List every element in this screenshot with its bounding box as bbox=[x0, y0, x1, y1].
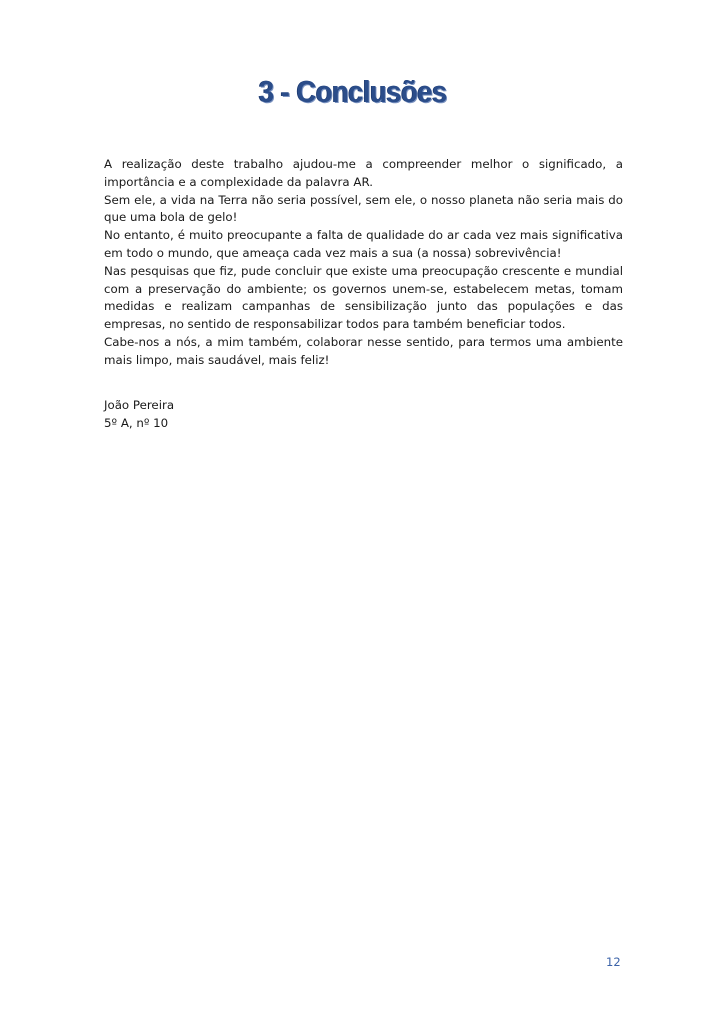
paragraph: A realização deste trabalho ajudou-me a compreender melhor o significado, a importância e a complexidade da palavra AR. bbox=[104, 157, 623, 189]
paragraph: Cabe-nos a nós, a mim também, colaborar nesse sentido, para termos uma ambiente mais limpo, mais saudável, mais feliz! bbox=[104, 334, 623, 367]
conclusion-text bbox=[104, 156, 623, 370]
paragraph: Nas pesquisas que fiz, pude concluir que existe uma preocupação crescente e mundial com a preservação do ambiente; os governos unem-se, estabelecem metas, tomam medidas e realizam campanhas de sensibilização junto das populações e das empresas, no sentido de responsabilizar todos para também beneficiar todos. bbox=[104, 263, 623, 332]
page-number: 12 bbox=[606, 955, 621, 969]
paragraph: Sem ele, a vida na Terra não seria possível, sem ele, o nosso planeta não seria mais do que uma bola de gelo! bbox=[104, 192, 623, 225]
paragraph: No entanto, é muito preocupante a falta de qualidade do ar cada vez mais significativa em todo o mundo, que ameaça cada vez mais a sua (a nossa) sobrevivência! bbox=[104, 228, 623, 260]
page-title: 3 - Conclusões bbox=[258, 74, 447, 109]
author-name: João Pereira bbox=[104, 398, 175, 412]
signature-block bbox=[104, 396, 174, 432]
author-class: 5º A, nº 10 bbox=[104, 416, 169, 430]
